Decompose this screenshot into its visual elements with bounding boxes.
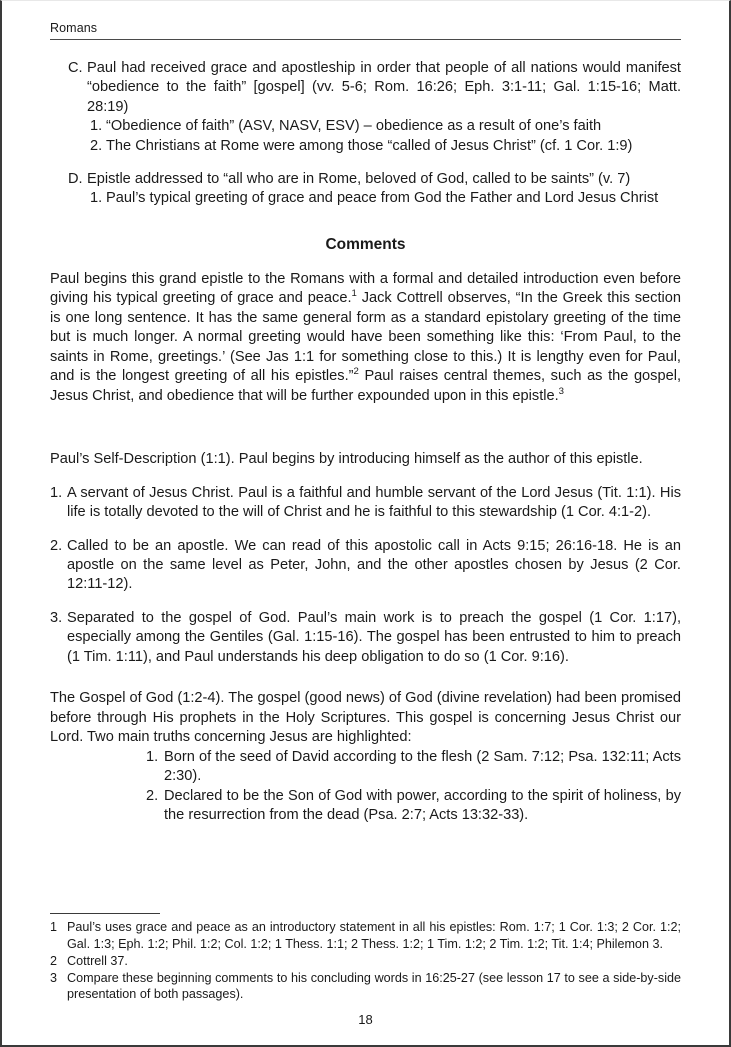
list-marker: 1. [146,748,159,765]
footnote-2 [50,953,681,970]
outline-text: Epistle addressed to “all who are in Rome, beloved of God, called to be saints” (v. 7) [87,171,631,188]
outline-text: The Christians at Rome were among those “called of Jesus Christ” (cf. 1 Cor. 1:9) [106,137,633,154]
outline-text: Paul’s typical greeting of grace and peace from God the Father and Lord Jesus Christ [106,190,659,207]
footnote-ref-2[interactable]: 2 [353,366,359,378]
footnote-marker: 2 [50,953,58,968]
list-text: A servant of Jesus Christ. Paul is a faithful and humble servant of the Lord Jesus (Tit. 1:1). His life is totally devoted to the will of Christ and he is faithful to this stewardship (1 Cor. 4:1-2). [67,484,681,521]
self-description-item-2 [50,537,681,595]
footnote-text: Cottrell 37. [67,953,128,968]
comments-paragraph [50,270,681,406]
footnote-marker: 1 [50,920,58,935]
header-divider [50,39,681,40]
list-marker: 2. [146,787,159,804]
footnote-separator [50,913,160,914]
self-description-item-1 [50,484,681,523]
running-header [50,21,681,39]
list-text: Separated to the gospel of God. Paul’s main work is to preach the gospel (1 Cor. 1:17), especially among the Gentiles (Gal. 1:15-16). The gospel has been entrusted to him to preach (1 Tim. 1:11), and Paul understands his deep obligation to do so (1 Cor. 9:16). [67,609,681,665]
list-text: Born of the seed of David according to the flesh (2 Sam. 7:12; Psa. 132:11; Acts 2:30). [164,748,681,785]
footnote-3 [50,970,681,1003]
footnote-marker: 3 [50,970,58,985]
footnote-text: Paul’s uses grace and peace as an introductory statement in all his epistles: Rom. 1:7; 1 Cor. 1:3; 2 Cor. 1:2; Gal. 1:3; Eph. 1:2; Phil. 1:2; Col. 1:2; 1 Thess. 1:1; 2 Thess. 1:2; 1 Tim. 1:2; 2 Tim. 1:2; Tit. 1:4; Philemon 3. [67,920,681,952]
outline-gap [50,156,681,170]
page-content [50,21,681,1027]
list-marker: 1. [50,484,63,501]
list-text: Declared to be the Son of God with power, according to the spirit of holiness, by the resurrection from the dead (Psa. 2:7; Acts 13:32-33). [164,787,681,824]
list-marker: 2. [50,537,63,554]
outline-marker: C. [68,60,83,76]
footnote-text: Compare these beginning comments to his concluding words in 16:25-27 (see lesson 17 to see a side-by-side presentation of both passages). [67,970,681,1002]
outline-item-c1 [90,117,681,136]
outline-marker: 1. [90,118,103,135]
outline-text: Paul had received grace and apostleship in order that people of all nations would manifest “obedience to the faith” [gospel] (vv. 5-6; Rom. 16:26; Eph. 3:1-11; Gal. 1:15-16; Matt. 28:19) [87,60,681,115]
outline-item-d1 [90,189,681,208]
self-description-intro: Paul’s Self-Description (1:1). Paul begins by introducing himself as the author of this epistle. [50,451,643,468]
outline-marker: D. [68,171,83,188]
comments-text-part1: Paul begins this grand epistle to the Romans with a formal and detailed introduction even before giving his typical greeting of grace and peace. [50,270,681,307]
comments-text-part2: Jack Cottrell observes, “In the Greek this section is one long sentence. It has the same general form as a standard epistolary greeting of the time but is much longer. A normal greeting would have been something like this: ‘From Paul, to the saints in Rome, greetings.’ (See Jas 1:1 for something close to this.) It is lengthy even for Paul, and is the longest greeting of all his epistles.” [50,290,681,385]
outline-marker: 1. [90,190,103,207]
footnotes-section [50,913,681,1027]
section-spacer [50,667,681,689]
outline-item-c2 [90,137,681,156]
footnote-ref-1[interactable]: 1 [351,288,357,300]
outline-item-d [68,170,681,189]
gospel-truth-item-2 [146,787,681,826]
running-header-title: Romans [50,21,98,35]
outline-text: “Obedience of faith” (ASV, NASV, ESV) – obedience as a result of one’s faith [106,118,602,135]
gospel-of-god-intro: The Gospel of God (1:2-4). The gospel (good news) of God (divine revelation) had been promised before through His prophets in the Holy Scriptures. This gospel is concerning Jesus Christ our Lord. Two main truths concerning Jesus are highlighted: [50,690,681,746]
footnote-ref-3[interactable]: 3 [558,385,565,397]
section-spacer [50,406,681,450]
section-heading-comments: Comments [325,235,406,253]
page-number: 18 [358,1012,373,1027]
gospel-truth-item-1 [146,748,681,787]
outline-item-c [68,59,681,117]
list-marker: 3. [50,609,63,626]
comments-text-part3: Paul raises central themes, such as the gospel, Jesus Christ, and obedience that will be further expounded upon in this epistle. [50,368,681,404]
outline-marker: 2. [90,137,103,154]
self-description-item-3 [50,609,681,667]
footnote-1 [50,919,681,952]
outline-list [50,59,681,209]
list-text: Called to be an apostle. We can read of this apostolic call in Acts 9:15; 26:16-18. He is an apostle on the same level as Peter, John, and the other apostles chosen by Jesus (2 Cor. 12:11-12). [67,537,681,593]
